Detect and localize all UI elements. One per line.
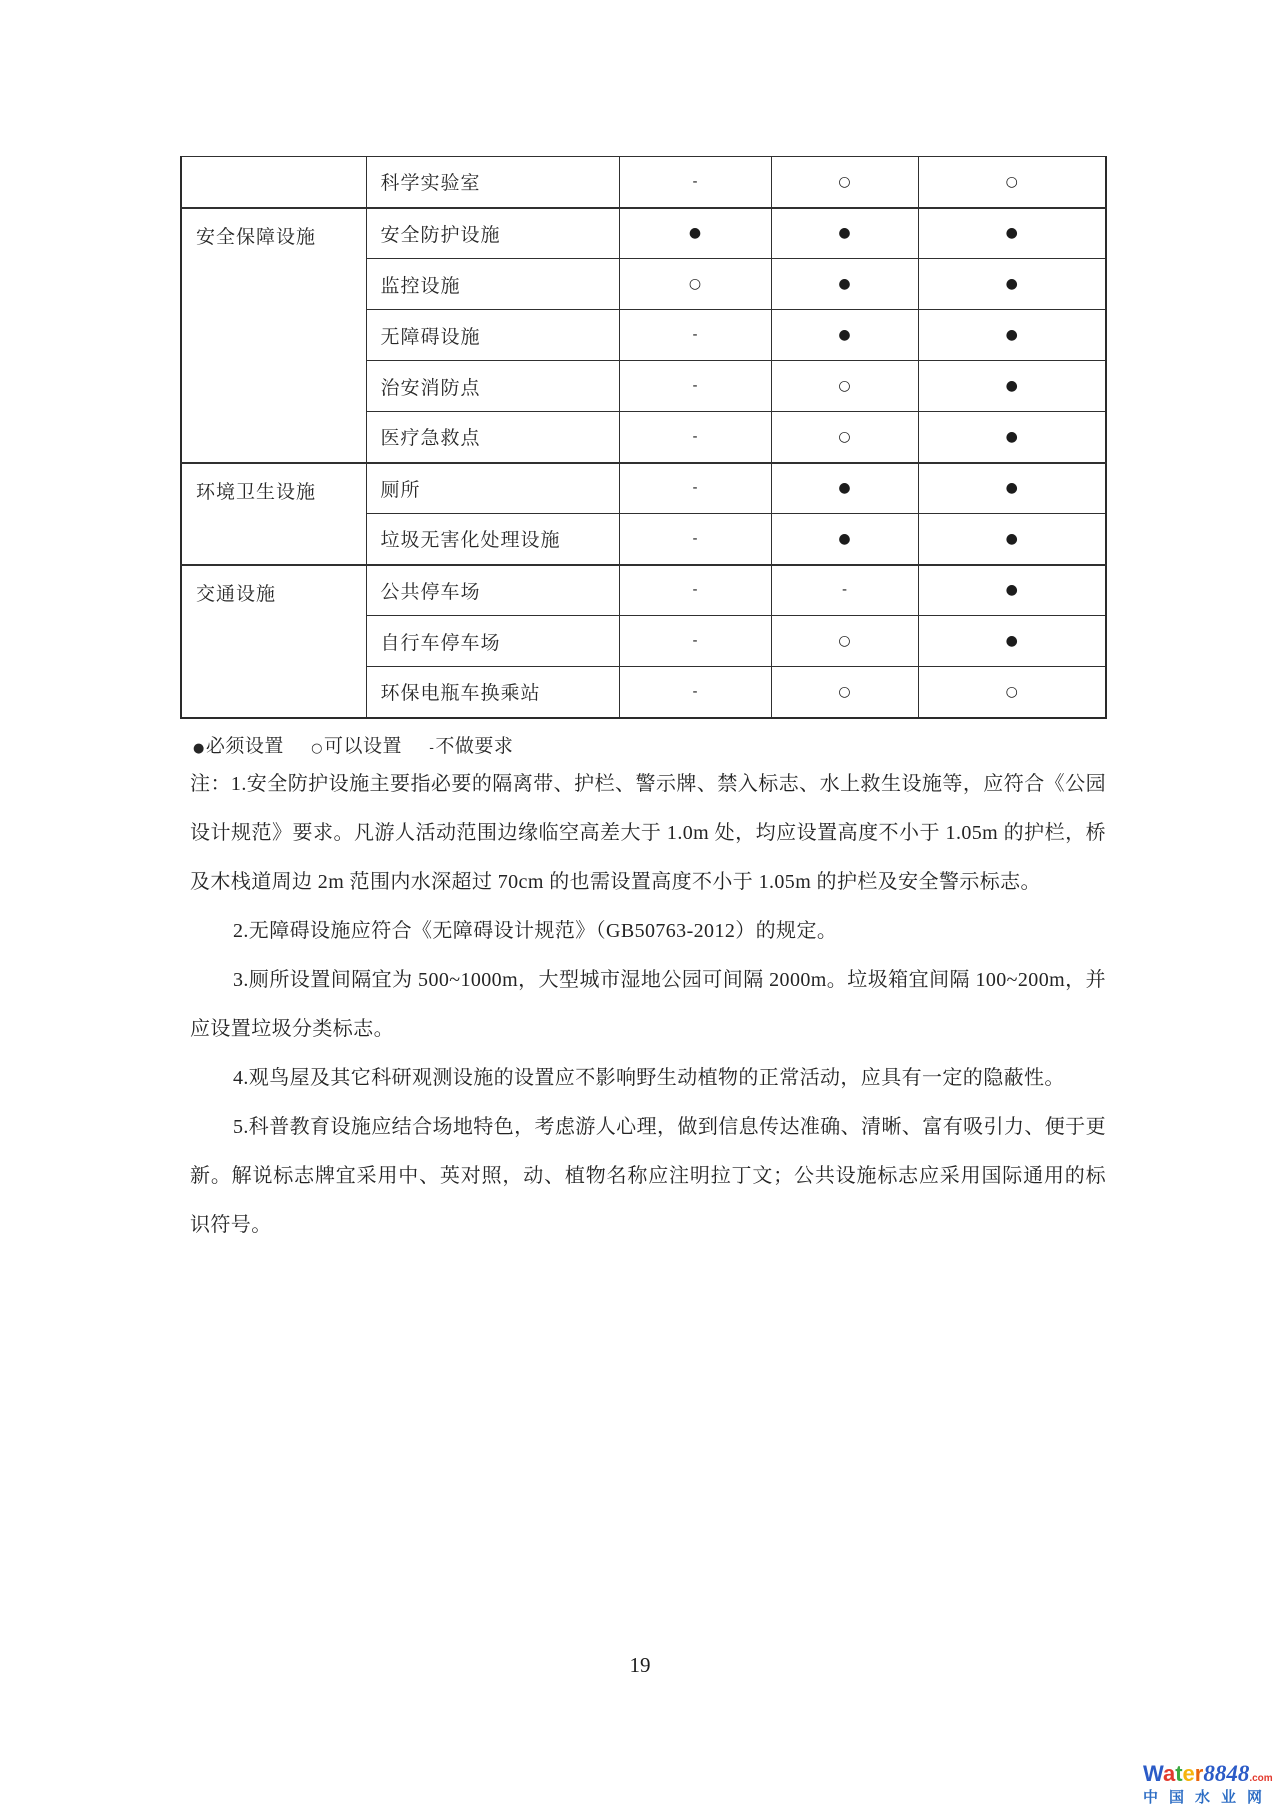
legend-item — [311, 736, 402, 757]
filled-circle-icon: ● — [193, 741, 205, 756]
requirement-cell: ● — [771, 259, 918, 310]
table-row — [181, 463, 1106, 514]
requirement-cell: ● — [771, 208, 918, 259]
table-row — [181, 157, 1106, 208]
facility-cell: 监控设施 — [366, 259, 619, 310]
note-paragraph: 2.无障碍设施应符合《无障碍设计规范》（GB50763-2012）的规定。 — [233, 920, 838, 942]
requirement-cell: ● — [918, 565, 1106, 616]
requirement-cell: ● — [771, 514, 918, 565]
watermark-letter: e — [1182, 1761, 1195, 1786]
watermark-number: 8848 — [1203, 1761, 1250, 1786]
notes-section — [190, 760, 1106, 1250]
facility-cell: 厕所 — [366, 463, 619, 514]
table-row — [181, 565, 1106, 616]
requirement-cell: - — [619, 157, 771, 208]
requirement-cell: ● — [918, 259, 1106, 310]
requirement-cell: ○ — [918, 667, 1106, 718]
requirement-cell: ● — [918, 616, 1106, 667]
facility-cell: 安全防护设施 — [366, 208, 619, 259]
requirement-cell: - — [619, 667, 771, 718]
page-number: 19 — [629, 1653, 651, 1677]
requirement-cell: - — [619, 514, 771, 565]
requirement-cell: - — [619, 616, 771, 667]
note-paragraph: 4.观鸟屋及其它科研观测设施的设置应不影响野生动植物的正常活动，应具有一定的隐蔽性。 — [233, 1067, 1065, 1089]
requirement-cell: ○ — [771, 412, 918, 463]
facility-cell: 环保电瓶车换乘站 — [366, 667, 619, 718]
facility-cell: 科学实验室 — [366, 157, 619, 208]
requirement-cell: ● — [619, 208, 771, 259]
watermark-subtitle: 中国水业网 — [1143, 1789, 1274, 1806]
requirement-cell: ○ — [771, 667, 918, 718]
legend-label: 可以设置 — [323, 736, 402, 757]
requirement-cell: ○ — [771, 361, 918, 412]
requirement-cell: ○ — [771, 157, 918, 208]
watermark-letter: t — [1175, 1761, 1183, 1786]
requirement-cell: ● — [771, 463, 918, 514]
watermark-wordmark — [1143, 1762, 1278, 1785]
requirement-cell: - — [619, 361, 771, 412]
requirement-cell: ● — [918, 208, 1106, 259]
requirement-cell: ● — [918, 412, 1106, 463]
note-paragraph: 5.科普教育设施应结合场地特色，考虑游人心理，做到信息传达准确、清晰、富有吸引力、便于更新。解说标志牌宜采用中、英对照，动、植物名称应注明拉丁文；公共设施标志应采用国际通用的标识符号。 — [190, 1116, 1106, 1236]
watermark-letter: a — [1162, 1761, 1176, 1786]
watermark-domain-suffix: .com — [1249, 1773, 1273, 1784]
requirement-cell: ● — [918, 514, 1106, 565]
watermark-logo — [1143, 1762, 1278, 1805]
legend-item — [429, 736, 513, 757]
legend-label: 不做要求 — [435, 736, 514, 757]
legend-label: 必须设置 — [205, 736, 284, 757]
watermark-letter: W — [1143, 1761, 1163, 1786]
watermark-letter: r — [1194, 1761, 1204, 1786]
legend-item — [193, 736, 284, 757]
facility-cell: 治安消防点 — [366, 361, 619, 412]
facilities-requirements-table — [180, 156, 1107, 719]
facility-cell: 垃圾无害化处理设施 — [366, 514, 619, 565]
requirement-cell: - — [619, 463, 771, 514]
requirement-cell: ○ — [918, 157, 1106, 208]
facility-cell: 自行车停车场 — [366, 616, 619, 667]
category-cell: 环境卫生设施 — [181, 463, 366, 565]
note-paragraph: 3.厕所设置间隔宜为 500~1000m，大型城市湿地公园可间隔 2000m。垃圾箱宜间隔 100~200m，并应设置垃圾分类标志。 — [190, 969, 1106, 1040]
requirement-cell: - — [619, 310, 771, 361]
category-cell — [181, 157, 366, 208]
table-legend — [193, 731, 535, 758]
requirement-cell: ● — [771, 310, 918, 361]
requirement-cell: ○ — [771, 616, 918, 667]
requirement-cell: ● — [918, 463, 1106, 514]
facility-cell: 医疗急救点 — [366, 412, 619, 463]
facility-cell: 公共停车场 — [366, 565, 619, 616]
note-paragraph: 注：1.安全防护设施主要指必要的隔离带、护栏、警示牌、禁入标志、水上救生设施等，应符合《公园设计规范》要求。凡游人活动范围边缘临空高差大于 1.0m 处，均应设置高度不小于 1.05m 的护栏，桥及木栈道周边 2m 范围内水深超过 70cm 的也需设置高度不小于 1.05m 的护栏及安全警示标志。 — [190, 773, 1106, 893]
category-cell: 安全保障设施 — [181, 208, 366, 463]
requirement-cell: - — [771, 565, 918, 616]
dash-icon: - — [429, 741, 435, 756]
facility-cell: 无障碍设施 — [366, 310, 619, 361]
open-circle-icon: ○ — [311, 741, 323, 756]
requirement-cell: ○ — [619, 259, 771, 310]
table-row — [181, 208, 1106, 259]
requirement-cell: ● — [918, 310, 1106, 361]
requirement-cell: - — [619, 565, 771, 616]
requirement-cell: ● — [918, 361, 1106, 412]
requirement-cell: - — [619, 412, 771, 463]
category-cell: 交通设施 — [181, 565, 366, 718]
